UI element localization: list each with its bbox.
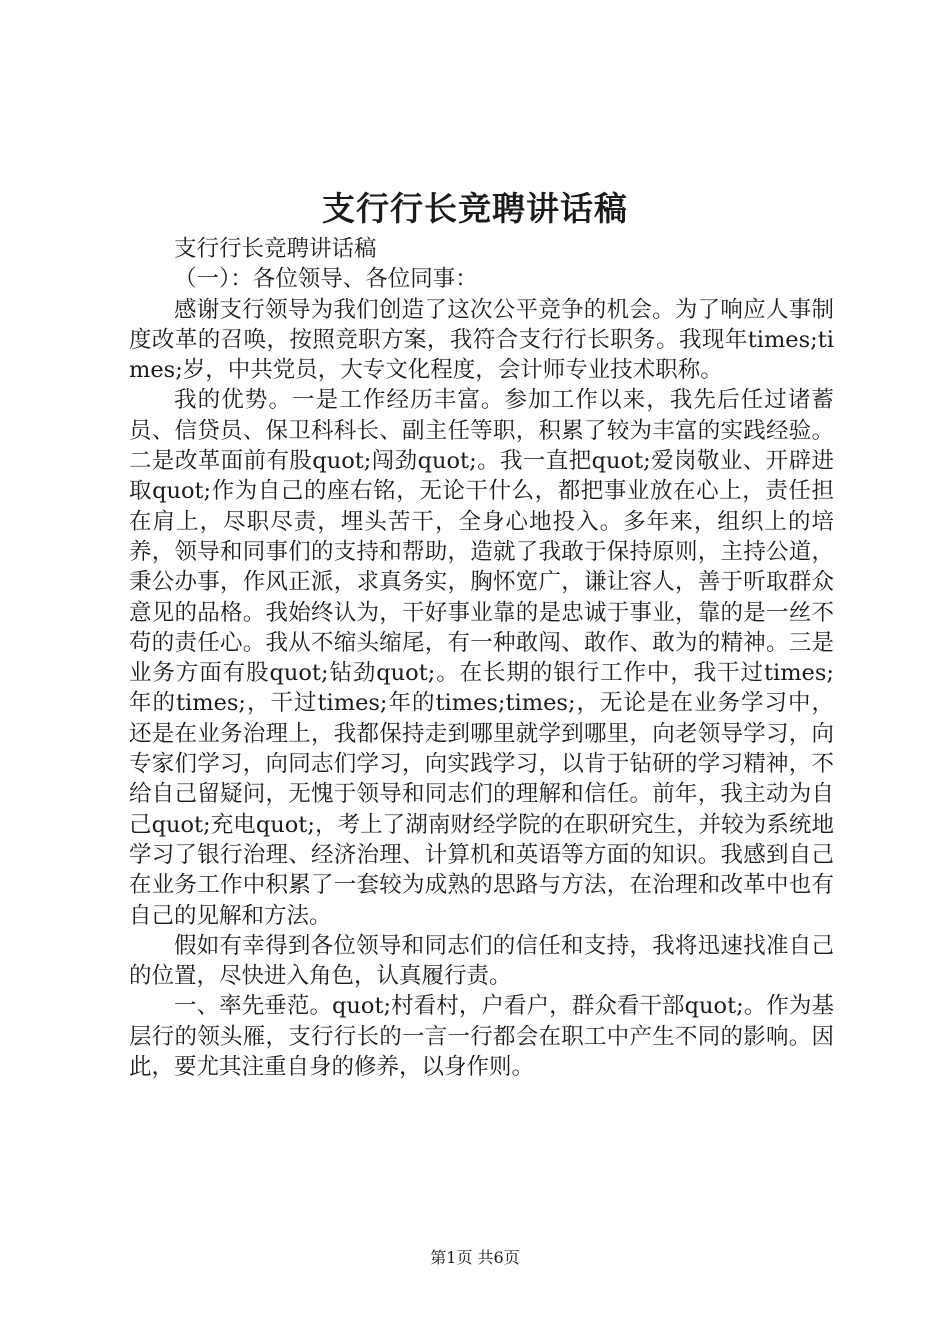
paragraph-salutation: （一）：各位领导、各位同事：	[174, 266, 478, 293]
document-title: 支行行长竞聘讲话稿	[322, 189, 628, 228]
document-body	[129, 234, 834, 1082]
paragraph-introduction: 感谢支行领导为我们创造了这次公平竞争的机会。为了响应人事制度改革的召唤，按照竞职方案，我符合支行行长职务。我现年times;times;岁，中共党员，大专文化程度，会计师专业技术职称。	[129, 296, 834, 384]
paragraph-subtitle: 支行行长竞聘讲话稿	[174, 236, 377, 262]
paragraph-strengths: 我的优势。一是工作经历丰富。参加工作以来，我先后任过诸蓄员、信贷员、保卫科科长、副主任等职，积累了较为丰富的实践经验。二是改革面前有股quot;闯劲quot;。我一直把quot;爱岗敬业、开辟进取quot;作为自己的座右铭，无论干什么，都把事业放在心上，责任担在肩上，尽职尽责，埋头苦干，全身心地投入。多年来，组织上的培养，领导和同事们的支持和帮助，造就了我敢于保持原则，主持公道，秉公办事，作风正派，求真务实，胸怀宽广，谦让容人，善于听取群众意见的品格。我始终认为，干好事业靠的是忠诚于事业，靠的是一丝不苟的责任心。我从不缩头缩尾，有一种敢闯、敢作、敢为的精神。三是业务方面有股quot;钻劲quot;。在长期的银行工作中，我干过times;年的times;，干过times;年的times;times;，无论是在业务学习中，还是在业务治理上，我都保持走到哪里就学到哪里，向老领导学习，向专家们学习，向同志们学习，向实践学习，以肯于钻研的学习精神，不给自己留疑问，无愧于领导和同志们的理解和信任。前年，我主动为自己quot;充电quot;，考上了湖南财经学院的在职研究生，并较为系统地学习了银行治理、经济治理、计算机和英语等方面的知识。我感到自己在业务工作中积累了一套较为成熟的思路与方法，在治理和改革中也有自己的见解和方法。	[129, 387, 834, 929]
page-footer: 第1页 共6页	[430, 1248, 520, 1267]
paragraph-commitment: 假如有幸得到各位领导和同志们的信任和支持，我将迅速找准自己的位置，尽快进入角色，认真履行责。	[129, 932, 834, 990]
paragraph-lead-by-example: 一、率先垂范。quot;村看村，户看户，群众看干部quot;。作为基层行的领头雁，支行行长的一言一行都会在职工中产生不同的影响。因此，要尤其注重自身的修养，以身作则。	[129, 993, 834, 1081]
